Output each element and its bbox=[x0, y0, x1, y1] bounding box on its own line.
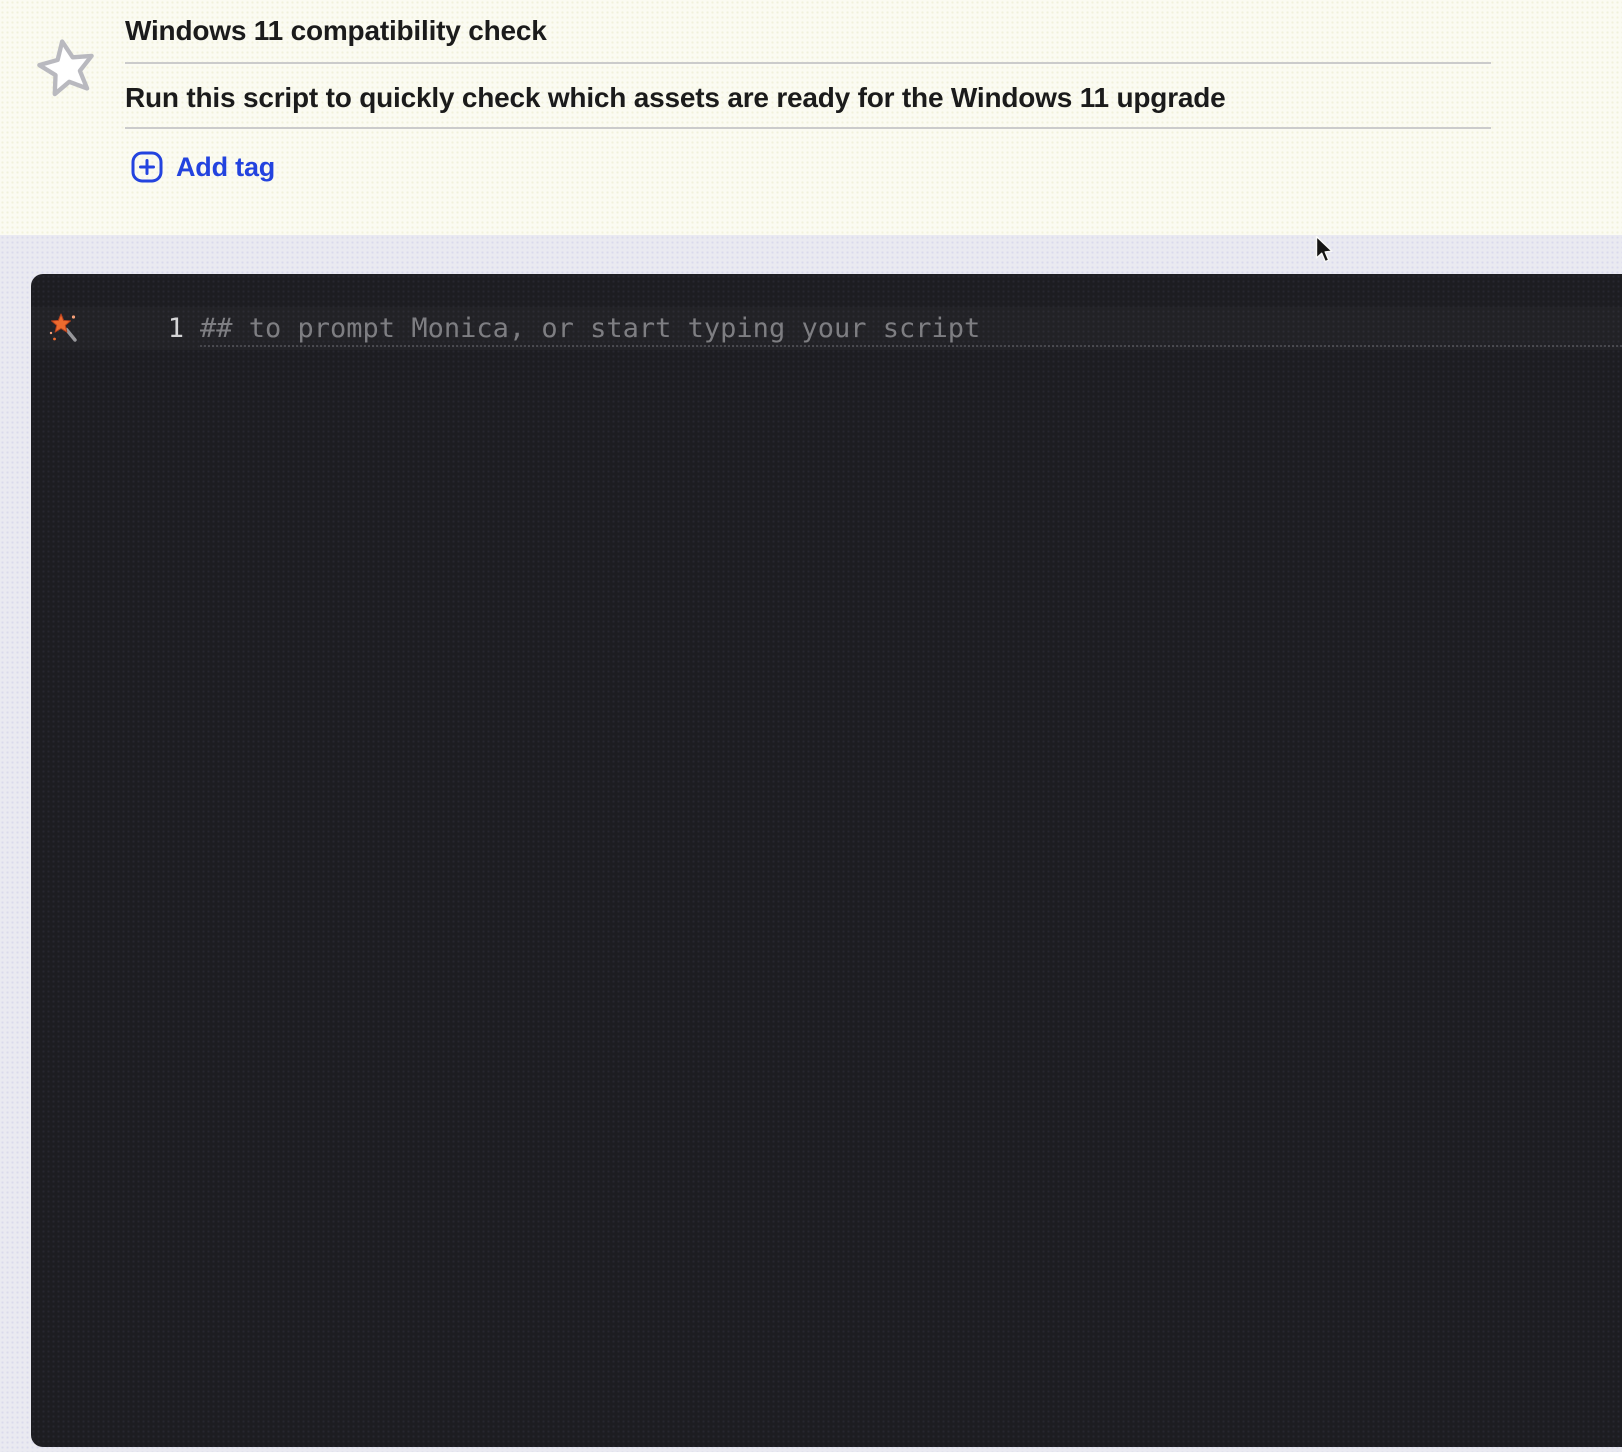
title-underline bbox=[125, 62, 1491, 64]
editor-placeholder: ## to prompt Monica, or start typing your script bbox=[200, 313, 981, 344]
script-title-input[interactable]: Windows 11 compatibility check bbox=[125, 15, 547, 46]
favorite-star-icon[interactable] bbox=[36, 38, 98, 100]
code-editor[interactable] bbox=[31, 274, 1622, 1447]
add-tag-button[interactable] bbox=[130, 148, 275, 186]
line-number: 1 bbox=[167, 313, 184, 344]
editor-line-1[interactable] bbox=[31, 307, 1622, 350]
plus-square-icon bbox=[130, 150, 164, 184]
script-description-input[interactable]: Run this script to quickly check which assets are ready for the Windows 11 upgrade bbox=[125, 82, 1226, 113]
script-header bbox=[0, 0, 1622, 235]
arrow-pointer-icon bbox=[1315, 235, 1333, 264]
add-tag-label: Add tag bbox=[176, 151, 276, 182]
description-underline bbox=[125, 127, 1491, 129]
magic-wand-icon[interactable] bbox=[48, 313, 78, 343]
